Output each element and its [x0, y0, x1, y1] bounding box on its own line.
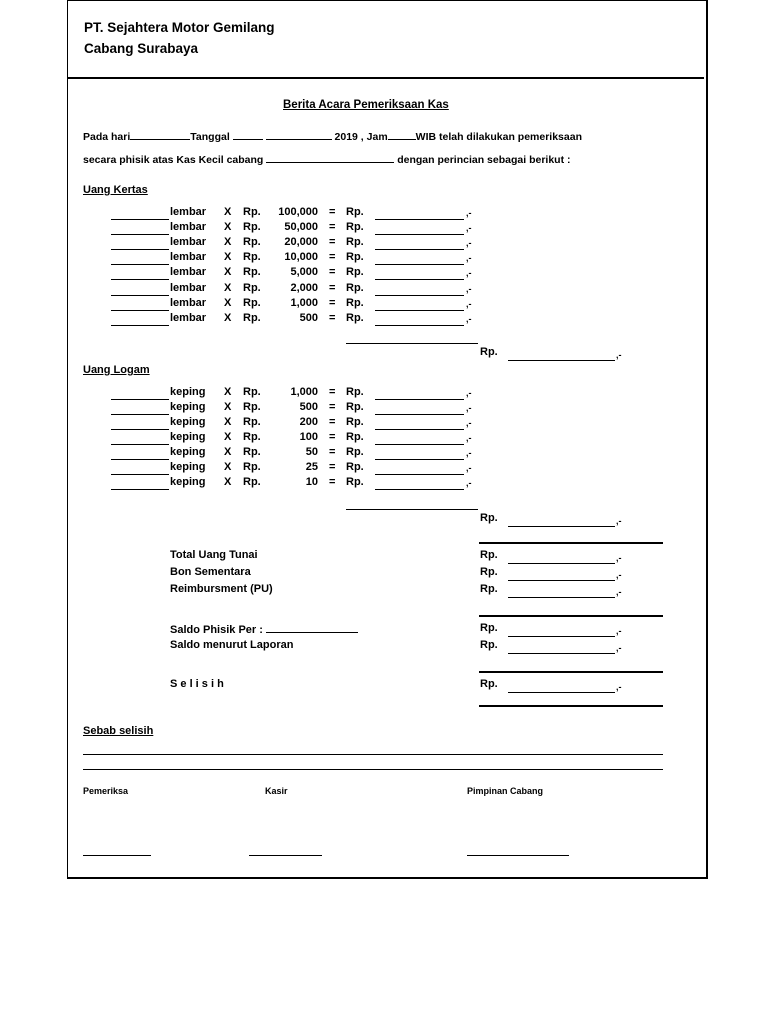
logam-denomination: 10: [305, 476, 318, 488]
sebab-selisih-heading: Sebab selisih: [83, 725, 154, 737]
kertas-count-field[interactable]: [111, 295, 169, 296]
logam-count-field[interactable]: [111, 474, 169, 475]
intro-line2-end: dengan perincian sebagai berikut :: [397, 154, 571, 166]
header-divider: [68, 77, 704, 79]
branch-field[interactable]: [266, 152, 394, 163]
kertas-subtotal-field[interactable]: [508, 360, 615, 361]
kertas-denomination: 10,000: [284, 251, 318, 264]
kertas-amount-field[interactable]: [375, 219, 464, 220]
kertas-rp-label: Rp.: [243, 221, 261, 234]
logam-unit: keping: [170, 416, 206, 428]
date-field[interactable]: [233, 129, 263, 140]
saldo-laporan-rp: Rp.: [480, 639, 498, 651]
intro-pada-hari: Pada hari: [83, 131, 131, 143]
kertas-count-field[interactable]: [111, 279, 169, 280]
logam-times: X: [224, 386, 232, 398]
logam-suffix: ,-: [466, 403, 472, 413]
logam-count-field[interactable]: [111, 429, 169, 430]
kertas-rp-label: Rp.: [243, 236, 261, 249]
logam-amount-field[interactable]: [375, 429, 464, 430]
kertas-suffix: ,-: [466, 223, 472, 234]
logam-times: X: [224, 476, 232, 488]
kertas-denomination: 500: [299, 311, 318, 324]
kertas-count-field[interactable]: [111, 264, 169, 265]
logam-suffix: ,-: [466, 388, 472, 398]
kertas-denomination: 50,000: [284, 221, 318, 234]
total-uang-tunai-rp: Rp.: [480, 549, 498, 561]
intro-line2-start: secara phisik atas Kas Kecil cabang: [83, 154, 264, 166]
logam-amount-field[interactable]: [375, 459, 464, 460]
kertas-subtotal-rp: Rp.: [480, 346, 498, 358]
kertas-denomination: 20,000: [284, 236, 318, 249]
kertas-rp-result-label: Rp.: [346, 221, 364, 234]
kertas-subtotal-suffix: ,-: [616, 350, 622, 360]
logam-times: X: [224, 461, 232, 473]
intro-line-1: [83, 129, 582, 143]
pimpinan-label: Pimpinan Cabang: [467, 786, 544, 796]
kertas-amount-field[interactable]: [375, 325, 464, 326]
saldo-laporan-label: Saldo menurut Laporan: [170, 639, 294, 651]
logam-count-field[interactable]: [111, 414, 169, 415]
kertas-equals: =: [329, 296, 336, 309]
kertas-suffix: ,-: [466, 268, 472, 279]
kertas-times: X: [224, 206, 232, 218]
kertas-rp-label: Rp.: [243, 251, 261, 264]
logam-count-field[interactable]: [111, 444, 169, 445]
kertas-suffix: ,-: [466, 283, 472, 294]
logam-denomination: 25: [305, 461, 318, 473]
intro-line-2: [83, 152, 571, 166]
logam-rp-result-label: Rp.: [346, 446, 364, 458]
logam-row: [0, 461, 768, 476]
logam-unit: keping: [170, 386, 206, 398]
kertas-rp-result-label: Rp.: [346, 311, 364, 324]
kertas-count-field[interactable]: [111, 234, 169, 235]
kertas-count-field[interactable]: [111, 219, 169, 220]
kertas-rp-label: Rp.: [243, 311, 261, 324]
logam-amount-field[interactable]: [375, 444, 464, 445]
selisih-top-rule: [479, 671, 663, 673]
intro-tanggal: Tanggal: [190, 131, 230, 143]
kertas-times: X: [224, 251, 232, 264]
kertas-equals: =: [329, 251, 336, 264]
logam-denomination: 1,000: [290, 386, 318, 398]
logam-rp-label: Rp.: [243, 401, 261, 413]
logam-count-field[interactable]: [111, 489, 169, 490]
selisih-suffix: ,-: [616, 682, 622, 692]
kertas-rp-result-label: Rp.: [346, 296, 364, 309]
uang-kertas-heading: Uang Kertas: [83, 184, 148, 196]
reimbursment-rp: Rp.: [480, 583, 498, 595]
bon-sementara-label: Bon Sementara: [170, 566, 251, 578]
kertas-row: [0, 251, 768, 266]
company-name: PT. Sejahtera Motor Gemilang: [84, 20, 275, 35]
kertas-rp-label: Rp.: [243, 281, 261, 294]
selisih-amount-field[interactable]: [508, 692, 615, 693]
kertas-unit: lembar: [170, 311, 207, 324]
logam-equals: =: [329, 446, 336, 458]
logam-rp-label: Rp.: [243, 476, 261, 488]
logam-unit: keping: [170, 476, 206, 488]
sebab-line-1[interactable]: [83, 754, 663, 755]
kertas-denomination: 5,000: [290, 266, 318, 279]
reimbursment-suffix: ,-: [616, 587, 622, 597]
logam-rp-label: Rp.: [243, 446, 261, 458]
kertas-row: [0, 297, 768, 312]
saldo-phisik-amount-field[interactable]: [508, 636, 615, 637]
logam-unit: keping: [170, 431, 206, 443]
kertas-amount-field[interactable]: [375, 310, 464, 311]
kertas-unit: lembar: [170, 296, 207, 309]
logam-amount-field[interactable]: [375, 474, 464, 475]
kertas-times: X: [224, 296, 232, 309]
logam-rp-label: Rp.: [243, 416, 261, 428]
kertas-amount-field[interactable]: [375, 234, 464, 235]
saldo-phisik-rp: Rp.: [480, 622, 498, 634]
pimpinan-signature-line[interactable]: [467, 855, 569, 856]
logam-unit: keping: [170, 461, 206, 473]
intro-wib: WIB telah dilakukan pemeriksaan: [415, 131, 582, 143]
saldo-laporan-amount-field[interactable]: [508, 653, 615, 654]
selisih-label: S e l i s i h: [170, 678, 224, 690]
logam-equals: =: [329, 431, 336, 443]
kertas-row: [0, 282, 768, 297]
logam-row: [0, 386, 768, 401]
kertas-amount-field[interactable]: [375, 279, 464, 280]
logam-times: X: [224, 431, 232, 443]
kertas-row: [0, 221, 768, 236]
saldo-phisik-label: [170, 622, 358, 636]
kertas-unit: lembar: [170, 236, 207, 249]
saldo-phisik-text: Saldo Phisik Per :: [170, 624, 263, 636]
pemeriksa-label: Pemeriksa: [83, 786, 129, 796]
kertas-rp-label: Rp.: [243, 296, 261, 309]
kertas-suffix: ,-: [466, 253, 472, 264]
summary-top-rule: [479, 542, 663, 544]
kertas-rp-result-label: Rp.: [346, 206, 364, 218]
sebab-line-2[interactable]: [83, 769, 663, 770]
saldo-laporan-suffix: ,-: [616, 643, 622, 653]
logam-rp-result-label: Rp.: [346, 416, 364, 428]
month-field[interactable]: [266, 129, 332, 140]
kertas-times: X: [224, 236, 232, 249]
logam-denomination: 50: [305, 446, 318, 458]
logam-equals: =: [329, 416, 336, 428]
kertas-rp-result-label: Rp.: [346, 236, 364, 249]
kasir-signature-line[interactable]: [249, 855, 322, 856]
kertas-rp-label: Rp.: [243, 206, 261, 218]
logam-rp-label: Rp.: [243, 386, 261, 398]
logam-denomination: 200: [299, 416, 318, 428]
logam-count-field[interactable]: [111, 459, 169, 460]
logam-amount-field[interactable]: [375, 399, 464, 400]
logam-sum-line: [346, 509, 478, 510]
kertas-amount-field[interactable]: [375, 264, 464, 265]
logam-denomination: 500: [299, 401, 318, 413]
logam-rp-result-label: Rp.: [346, 401, 364, 413]
logam-row: [0, 476, 768, 491]
summary-mid-rule: [479, 615, 663, 617]
kertas-equals: =: [329, 266, 336, 279]
bon-sementara-rp: Rp.: [480, 566, 498, 578]
kertas-suffix: ,-: [466, 208, 472, 218]
logam-suffix: ,-: [466, 463, 472, 473]
kertas-row: [0, 312, 768, 327]
kertas-rp-label: Rp.: [243, 266, 261, 279]
kertas-times: X: [224, 266, 232, 279]
total-uang-tunai-label: Total Uang Tunai: [170, 549, 258, 561]
day-field[interactable]: [130, 129, 190, 140]
kertas-row: [0, 206, 768, 221]
logam-rp-result-label: Rp.: [346, 461, 364, 473]
logam-rp-result-label: Rp.: [346, 386, 364, 398]
kertas-sum-line: [346, 343, 478, 344]
kasir-label: Kasir: [265, 786, 288, 796]
logam-unit: keping: [170, 401, 206, 413]
kertas-amount-field[interactable]: [375, 249, 464, 250]
kertas-rp-result-label: Rp.: [346, 251, 364, 264]
saldo-phisik-date-field[interactable]: [266, 622, 358, 633]
kertas-unit: lembar: [170, 251, 207, 264]
logam-rp-label: Rp.: [243, 461, 261, 473]
kertas-suffix: ,-: [466, 313, 472, 324]
pemeriksa-signature-line[interactable]: [83, 855, 151, 856]
time-field[interactable]: [388, 129, 416, 140]
kertas-row: [0, 236, 768, 251]
kertas-denomination: 1,000: [290, 296, 318, 309]
kertas-equals: =: [329, 281, 336, 294]
logam-equals: =: [329, 386, 336, 398]
reimbursment-label: Reimbursment (PU): [170, 583, 273, 595]
logam-times: X: [224, 401, 232, 413]
kertas-unit: lembar: [170, 206, 207, 218]
logam-rp-label: Rp.: [243, 431, 261, 443]
logam-rp-result-label: Rp.: [346, 431, 364, 443]
kertas-equals: =: [329, 221, 336, 234]
kertas-rp-result-label: Rp.: [346, 266, 364, 279]
kertas-times: X: [224, 281, 232, 294]
kertas-equals: =: [329, 206, 336, 218]
kertas-count-field[interactable]: [111, 249, 169, 250]
selisih-bottom-rule: [479, 705, 663, 707]
logam-equals: =: [329, 461, 336, 473]
logam-count-field[interactable]: [111, 399, 169, 400]
logam-amount-field[interactable]: [375, 489, 464, 490]
kertas-row: [0, 266, 768, 281]
logam-suffix: ,-: [466, 448, 472, 458]
logam-equals: =: [329, 476, 336, 488]
uang-logam-heading: Uang Logam: [83, 364, 150, 376]
kertas-equals: =: [329, 311, 336, 324]
logam-suffix: ,-: [466, 418, 472, 428]
kertas-times: X: [224, 311, 232, 324]
kertas-unit: lembar: [170, 281, 207, 294]
total-uang-tunai-amount-field[interactable]: [508, 563, 615, 564]
kertas-denomination: 100,000: [278, 206, 318, 218]
bon-sementara-suffix: ,-: [616, 570, 622, 580]
bon-sementara-amount-field[interactable]: [508, 580, 615, 581]
document-title: Berita Acara Pemeriksaan Kas: [283, 99, 449, 111]
kertas-rp-result-label: Rp.: [346, 281, 364, 294]
total-uang-tunai-suffix: ,-: [616, 553, 622, 563]
kertas-unit: lembar: [170, 221, 207, 234]
logam-suffix: ,-: [466, 478, 472, 488]
logam-suffix: ,-: [466, 433, 472, 443]
kertas-amount-field[interactable]: [375, 295, 464, 296]
kertas-count-field[interactable]: [111, 310, 169, 311]
logam-equals: =: [329, 401, 336, 413]
kertas-count-field[interactable]: [111, 325, 169, 326]
logam-unit: keping: [170, 446, 206, 458]
logam-subtotal-rp: Rp.: [480, 512, 498, 524]
logam-subtotal-suffix: ,-: [616, 516, 622, 526]
kertas-times: X: [224, 221, 232, 234]
reimbursment-amount-field[interactable]: [508, 597, 615, 598]
logam-rp-result-label: Rp.: [346, 476, 364, 488]
saldo-phisik-suffix: ,-: [616, 626, 622, 636]
kertas-unit: lembar: [170, 266, 207, 279]
selisih-rp: Rp.: [480, 678, 498, 690]
intro-year: 2019 , Jam: [334, 131, 388, 143]
branch-name: Cabang Surabaya: [84, 41, 199, 56]
kertas-denomination: 2,000: [290, 281, 318, 294]
kertas-suffix: ,-: [466, 238, 472, 249]
logam-amount-field[interactable]: [375, 414, 464, 415]
logam-row: [0, 446, 768, 461]
kertas-equals: =: [329, 236, 336, 249]
logam-row: [0, 416, 768, 431]
logam-row: [0, 431, 768, 446]
kertas-suffix: ,-: [466, 298, 472, 309]
logam-subtotal-field[interactable]: [508, 526, 615, 527]
logam-times: X: [224, 416, 232, 428]
logam-row: [0, 401, 768, 416]
logam-denomination: 100: [299, 431, 318, 443]
logam-times: X: [224, 446, 232, 458]
